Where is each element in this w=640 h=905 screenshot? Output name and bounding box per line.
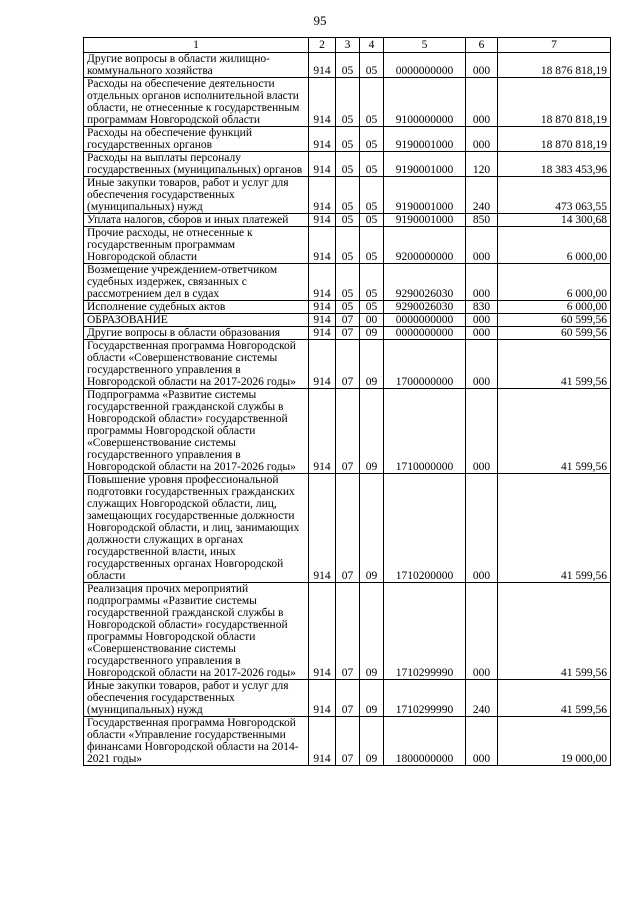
cell-ministry: 914 [309,177,336,214]
cell-ministry: 914 [309,53,336,78]
cell-subsection: 05 [360,264,384,301]
cell-target-article: 1710299990 [384,680,466,717]
cell-section: 07 [336,680,360,717]
cell-ministry: 914 [309,264,336,301]
cell-section: 05 [336,301,360,314]
cell-amount: 6 000,00 [498,264,611,301]
cell-section: 05 [336,127,360,152]
cell-ministry: 914 [309,340,336,389]
cell-section: 05 [336,152,360,177]
cell-name: Расходы на обеспечение функций государственных органов [84,127,309,152]
table-row [84,127,611,152]
cell-amount: 41 599,56 [498,389,611,474]
cell-name: ОБРАЗОВАНИЕ [84,314,309,327]
cell-ministry: 914 [309,680,336,717]
table-row [84,152,611,177]
cell-name: Возмещение учреждением-ответчиком судебных издержек, связанных с рассмотрением дел в судах [84,264,309,301]
cell-name: Расходы на обеспечение деятельности отдельных органов исполнительной власти области, не отнесенные к государственным программам Новгородской области [84,78,309,127]
cell-expense-type: 000 [466,340,498,389]
cell-amount: 18 870 818,19 [498,127,611,152]
cell-name: Другие вопросы в области жилищно-коммунального хозяйства [84,53,309,78]
cell-target-article: 9100000000 [384,78,466,127]
cell-expense-type: 000 [466,717,498,766]
header-col-6: 6 [466,38,498,53]
cell-subsection: 09 [360,340,384,389]
cell-amount: 6 000,00 [498,301,611,314]
cell-expense-type: 830 [466,301,498,314]
cell-subsection: 09 [360,717,384,766]
cell-ministry: 914 [309,214,336,227]
cell-target-article: 9190001000 [384,127,466,152]
cell-section: 07 [336,389,360,474]
cell-expense-type: 000 [466,264,498,301]
cell-name: Реализация прочих мероприятий подпрограммы «Развитие системы государственной гражданской службы в Новгородской области» государственной программы Новгородской области «Совершенствование системы государственного управления в Новгородской области на 2017-2026 годы» [84,583,309,680]
header-col-2: 2 [309,38,336,53]
budget-table [83,37,611,766]
cell-ministry: 914 [309,583,336,680]
table-row [84,327,611,340]
header-col-3: 3 [336,38,360,53]
cell-section: 05 [336,78,360,127]
cell-name: Расходы на выплаты персоналу государственных (муниципальных) органов [84,152,309,177]
cell-amount: 18 870 818,19 [498,78,611,127]
cell-expense-type: 000 [466,78,498,127]
cell-amount: 18 383 453,96 [498,152,611,177]
cell-name: Государственная программа Новгородской области «Управление государственными финансами Новгородской области на 2014-2021 годы» [84,717,309,766]
cell-expense-type: 000 [466,127,498,152]
cell-section: 07 [336,340,360,389]
cell-amount: 14 300,68 [498,214,611,227]
cell-ministry: 914 [309,301,336,314]
cell-target-article: 9290026030 [384,264,466,301]
page-number: 95 [313,13,327,28]
cell-expense-type: 240 [466,177,498,214]
cell-subsection: 09 [360,583,384,680]
cell-amount: 60 599,56 [498,314,611,327]
cell-target-article: 9190001000 [384,177,466,214]
table-row [84,717,611,766]
cell-ministry: 914 [309,227,336,264]
cell-name: Иные закупки товаров, работ и услуг для обеспечения государственных (муниципальных) нужд [84,680,309,717]
cell-section: 07 [336,583,360,680]
cell-expense-type: 120 [466,152,498,177]
cell-ministry: 914 [309,474,336,583]
cell-subsection: 09 [360,327,384,340]
cell-amount: 60 599,56 [498,327,611,340]
cell-name: Уплата налогов, сборов и иных платежей [84,214,309,227]
cell-subsection: 05 [360,127,384,152]
table-row [84,214,611,227]
cell-target-article: 1710000000 [384,389,466,474]
cell-name: Государственная программа Новгородской области «Совершенствование системы государственного управления в Новгородской области на 2017-2026 годы» [84,340,309,389]
table-row [84,474,611,583]
cell-subsection: 05 [360,227,384,264]
table-row [84,177,611,214]
header-col-4: 4 [360,38,384,53]
cell-amount: 6 000,00 [498,227,611,264]
header-row [84,38,611,53]
cell-name: Исполнение судебных актов [84,301,309,314]
cell-subsection: 05 [360,177,384,214]
cell-section: 07 [336,474,360,583]
table-row [84,301,611,314]
cell-section: 05 [336,214,360,227]
cell-target-article: 1700000000 [384,340,466,389]
header-col-5: 5 [384,38,466,53]
cell-target-article: 0000000000 [384,314,466,327]
cell-name: Иные закупки товаров, работ и услуг для обеспечения государственных (муниципальных) нужд [84,177,309,214]
cell-expense-type: 000 [466,314,498,327]
cell-target-article: 9190001000 [384,214,466,227]
cell-section: 05 [336,264,360,301]
cell-ministry: 914 [309,152,336,177]
table-row [84,340,611,389]
cell-target-article: 1800000000 [384,717,466,766]
table-row [84,227,611,264]
cell-name: Повышение уровня профессиональной подготовки государственных гражданских служащих Новгородской области, лиц, замещающих государственные должности Новгородской области, и лиц, занимающих должности служащих в органах государственной власти, иных государственных органах Новгородской области [84,474,309,583]
cell-subsection: 00 [360,314,384,327]
cell-section: 07 [336,327,360,340]
table-row [84,389,611,474]
cell-target-article: 1710299990 [384,583,466,680]
cell-amount: 41 599,56 [498,474,611,583]
cell-expense-type: 000 [466,583,498,680]
cell-amount: 41 599,56 [498,583,611,680]
cell-expense-type: 000 [466,327,498,340]
cell-amount: 18 876 818,19 [498,53,611,78]
cell-section: 07 [336,717,360,766]
table-row [84,78,611,127]
cell-subsection: 09 [360,474,384,583]
cell-subsection: 09 [360,680,384,717]
cell-subsection: 05 [360,152,384,177]
cell-subsection: 05 [360,78,384,127]
cell-expense-type: 000 [466,227,498,264]
cell-amount: 19 000,00 [498,717,611,766]
cell-ministry: 914 [309,78,336,127]
header-col-7: 7 [498,38,611,53]
cell-section: 05 [336,227,360,264]
cell-subsection: 05 [360,53,384,78]
cell-target-article: 0000000000 [384,327,466,340]
cell-name: Подпрограмма «Развитие системы государственной гражданской службы в Новгородской области» государственной программы Новгородской области «Совершенствование системы государственного управления в Новгородской области на 2017-2026 годы» [84,389,309,474]
cell-ministry: 914 [309,314,336,327]
cell-expense-type: 000 [466,53,498,78]
cell-amount: 41 599,56 [498,340,611,389]
table-row [84,314,611,327]
cell-amount: 473 063,55 [498,177,611,214]
cell-ministry: 914 [309,327,336,340]
cell-expense-type: 850 [466,214,498,227]
cell-ministry: 914 [309,389,336,474]
header-col-1: 1 [84,38,309,53]
table-row [84,53,611,78]
cell-target-article: 9200000000 [384,227,466,264]
table-row [84,264,611,301]
cell-expense-type: 000 [466,389,498,474]
cell-name: Другие вопросы в области образования [84,327,309,340]
cell-ministry: 914 [309,127,336,152]
cell-expense-type: 240 [466,680,498,717]
cell-target-article: 0000000000 [384,53,466,78]
cell-target-article: 9290026030 [384,301,466,314]
cell-amount: 41 599,56 [498,680,611,717]
cell-expense-type: 000 [466,474,498,583]
cell-ministry: 914 [309,717,336,766]
cell-target-article: 1710200000 [384,474,466,583]
cell-name: Прочие расходы, не отнесенные к государственным программам Новгородской области [84,227,309,264]
table-row [84,680,611,717]
cell-section: 05 [336,177,360,214]
cell-section: 07 [336,314,360,327]
cell-section: 05 [336,53,360,78]
cell-target-article: 9190001000 [384,152,466,177]
cell-subsection: 09 [360,389,384,474]
cell-subsection: 05 [360,214,384,227]
cell-subsection: 05 [360,301,384,314]
table-row [84,583,611,680]
